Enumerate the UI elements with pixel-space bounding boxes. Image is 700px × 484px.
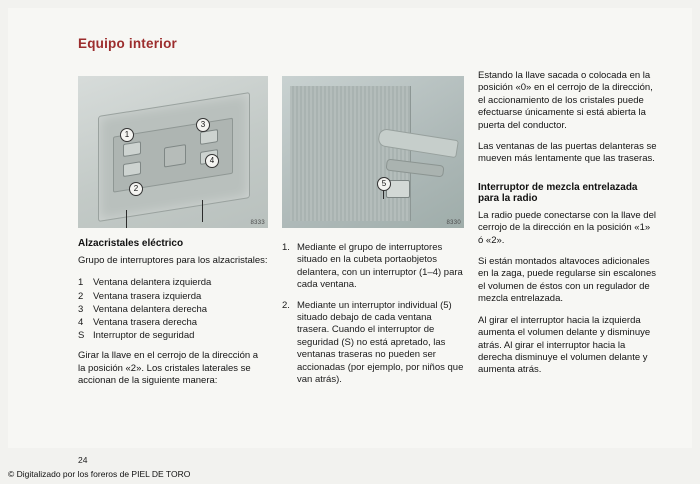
column-left <box>78 76 268 397</box>
list-item <box>282 300 464 387</box>
page-number: 24 <box>78 455 88 465</box>
intro-paragraph: Grupo de interruptores para los alzacristales: <box>78 255 268 266</box>
switch-legend-list <box>78 276 268 342</box>
legend-number: 3 <box>78 303 84 315</box>
figure-code-middle: 8330 <box>446 220 461 226</box>
legend-label: Ventana delantera izquierda <box>93 277 212 289</box>
list-item <box>78 290 268 303</box>
legend-number: 1 <box>78 277 84 289</box>
paragraph-fader-direction: Al girar el interruptor hacia la izquierda aumenta el volumen delante y disminuye atrás. Al girar el interruptor hacia la derecha disminuye el volumen delante y aumenta atrás. <box>478 314 651 376</box>
list-item <box>78 303 268 316</box>
switch-2 <box>123 161 141 177</box>
step-text: Mediante el grupo de interruptores situado en la cubeta portaobjetos delantera, con un interruptor (1–4) para cada ventana. <box>297 242 463 291</box>
callout-4: 4 <box>205 154 219 168</box>
legend-label: Interruptor de seguridad <box>93 330 195 342</box>
list-item <box>78 316 268 329</box>
legend-number: S <box>78 330 85 342</box>
list-item <box>78 276 268 289</box>
list-item <box>282 242 464 292</box>
list-item <box>78 329 268 342</box>
step-text: Mediante un interruptor individual (5) situado debajo de cada ventana trasera. Cuando el interruptor de seguridad (S) no está apretado, las ventanas traseras no pueden ser accionadas (por ejemplo, por niños que van atrás). <box>297 299 464 386</box>
section-heading-alzacristales: Alzacristales eléctrico <box>78 238 184 249</box>
figure-code-left: 8333 <box>250 220 265 226</box>
closing-paragraph: Girar la llave en el cerrojo de la dirección a la posición «2». Los cristales laterales se accionan de la siguiente manera: <box>78 350 259 387</box>
page-title: Equipo interior <box>78 36 177 51</box>
console-illustration <box>98 92 250 222</box>
footer-credit: © Digitalizado por los foreros de PIEL DE TORO <box>8 469 191 479</box>
column-right <box>478 70 658 386</box>
legend-number: 4 <box>78 317 84 329</box>
switch-1 <box>123 141 141 157</box>
operation-steps-list <box>282 242 464 386</box>
step-number: 2. <box>282 299 290 311</box>
column-middle <box>282 76 464 394</box>
paragraph-rear-speakers: Si están montados altavoces adicionales en la zaga, puede regularse sin escalones el volumen de éstos con un regulador de mezcla entrelazada. <box>478 256 656 305</box>
switch-console-figure <box>78 76 268 228</box>
leader-line-3 <box>202 200 203 222</box>
paragraph-radio-on: La radio puede conectarse con la llave del cerrojo de la dirección en la posición «1» ó «2». <box>478 209 656 246</box>
door-trim <box>290 86 411 221</box>
legend-label: Ventana trasera izquierda <box>93 290 202 302</box>
door-panel-figure <box>282 76 464 228</box>
callout-3: 3 <box>196 118 210 132</box>
paragraph-front-windows-speed: Las ventanas de las puertas delanteras se mueven más lentamente que las traseras. <box>478 141 657 165</box>
callout-1: 1 <box>120 128 134 142</box>
legend-label: Ventana delantera derecha <box>93 303 208 315</box>
section-heading-radio-fader: Interruptor de mezcla entrelazada para la radio <box>478 181 638 204</box>
paragraph-key-position: Estando la llave sacada o colocada en la posición «0» en el cerrojo de la dirección, el accionamiento de los cristales puede efectuarse únicamente si está abierta la puerta del conductor. <box>478 70 653 131</box>
leader-line-1 <box>126 210 127 228</box>
legend-label: Ventana trasera derecha <box>93 317 198 329</box>
callout-5: 5 <box>377 177 391 191</box>
step-number: 1. <box>282 242 290 253</box>
safety-switch <box>164 144 186 167</box>
callout-2: 2 <box>129 182 143 196</box>
legend-number: 2 <box>78 290 84 302</box>
